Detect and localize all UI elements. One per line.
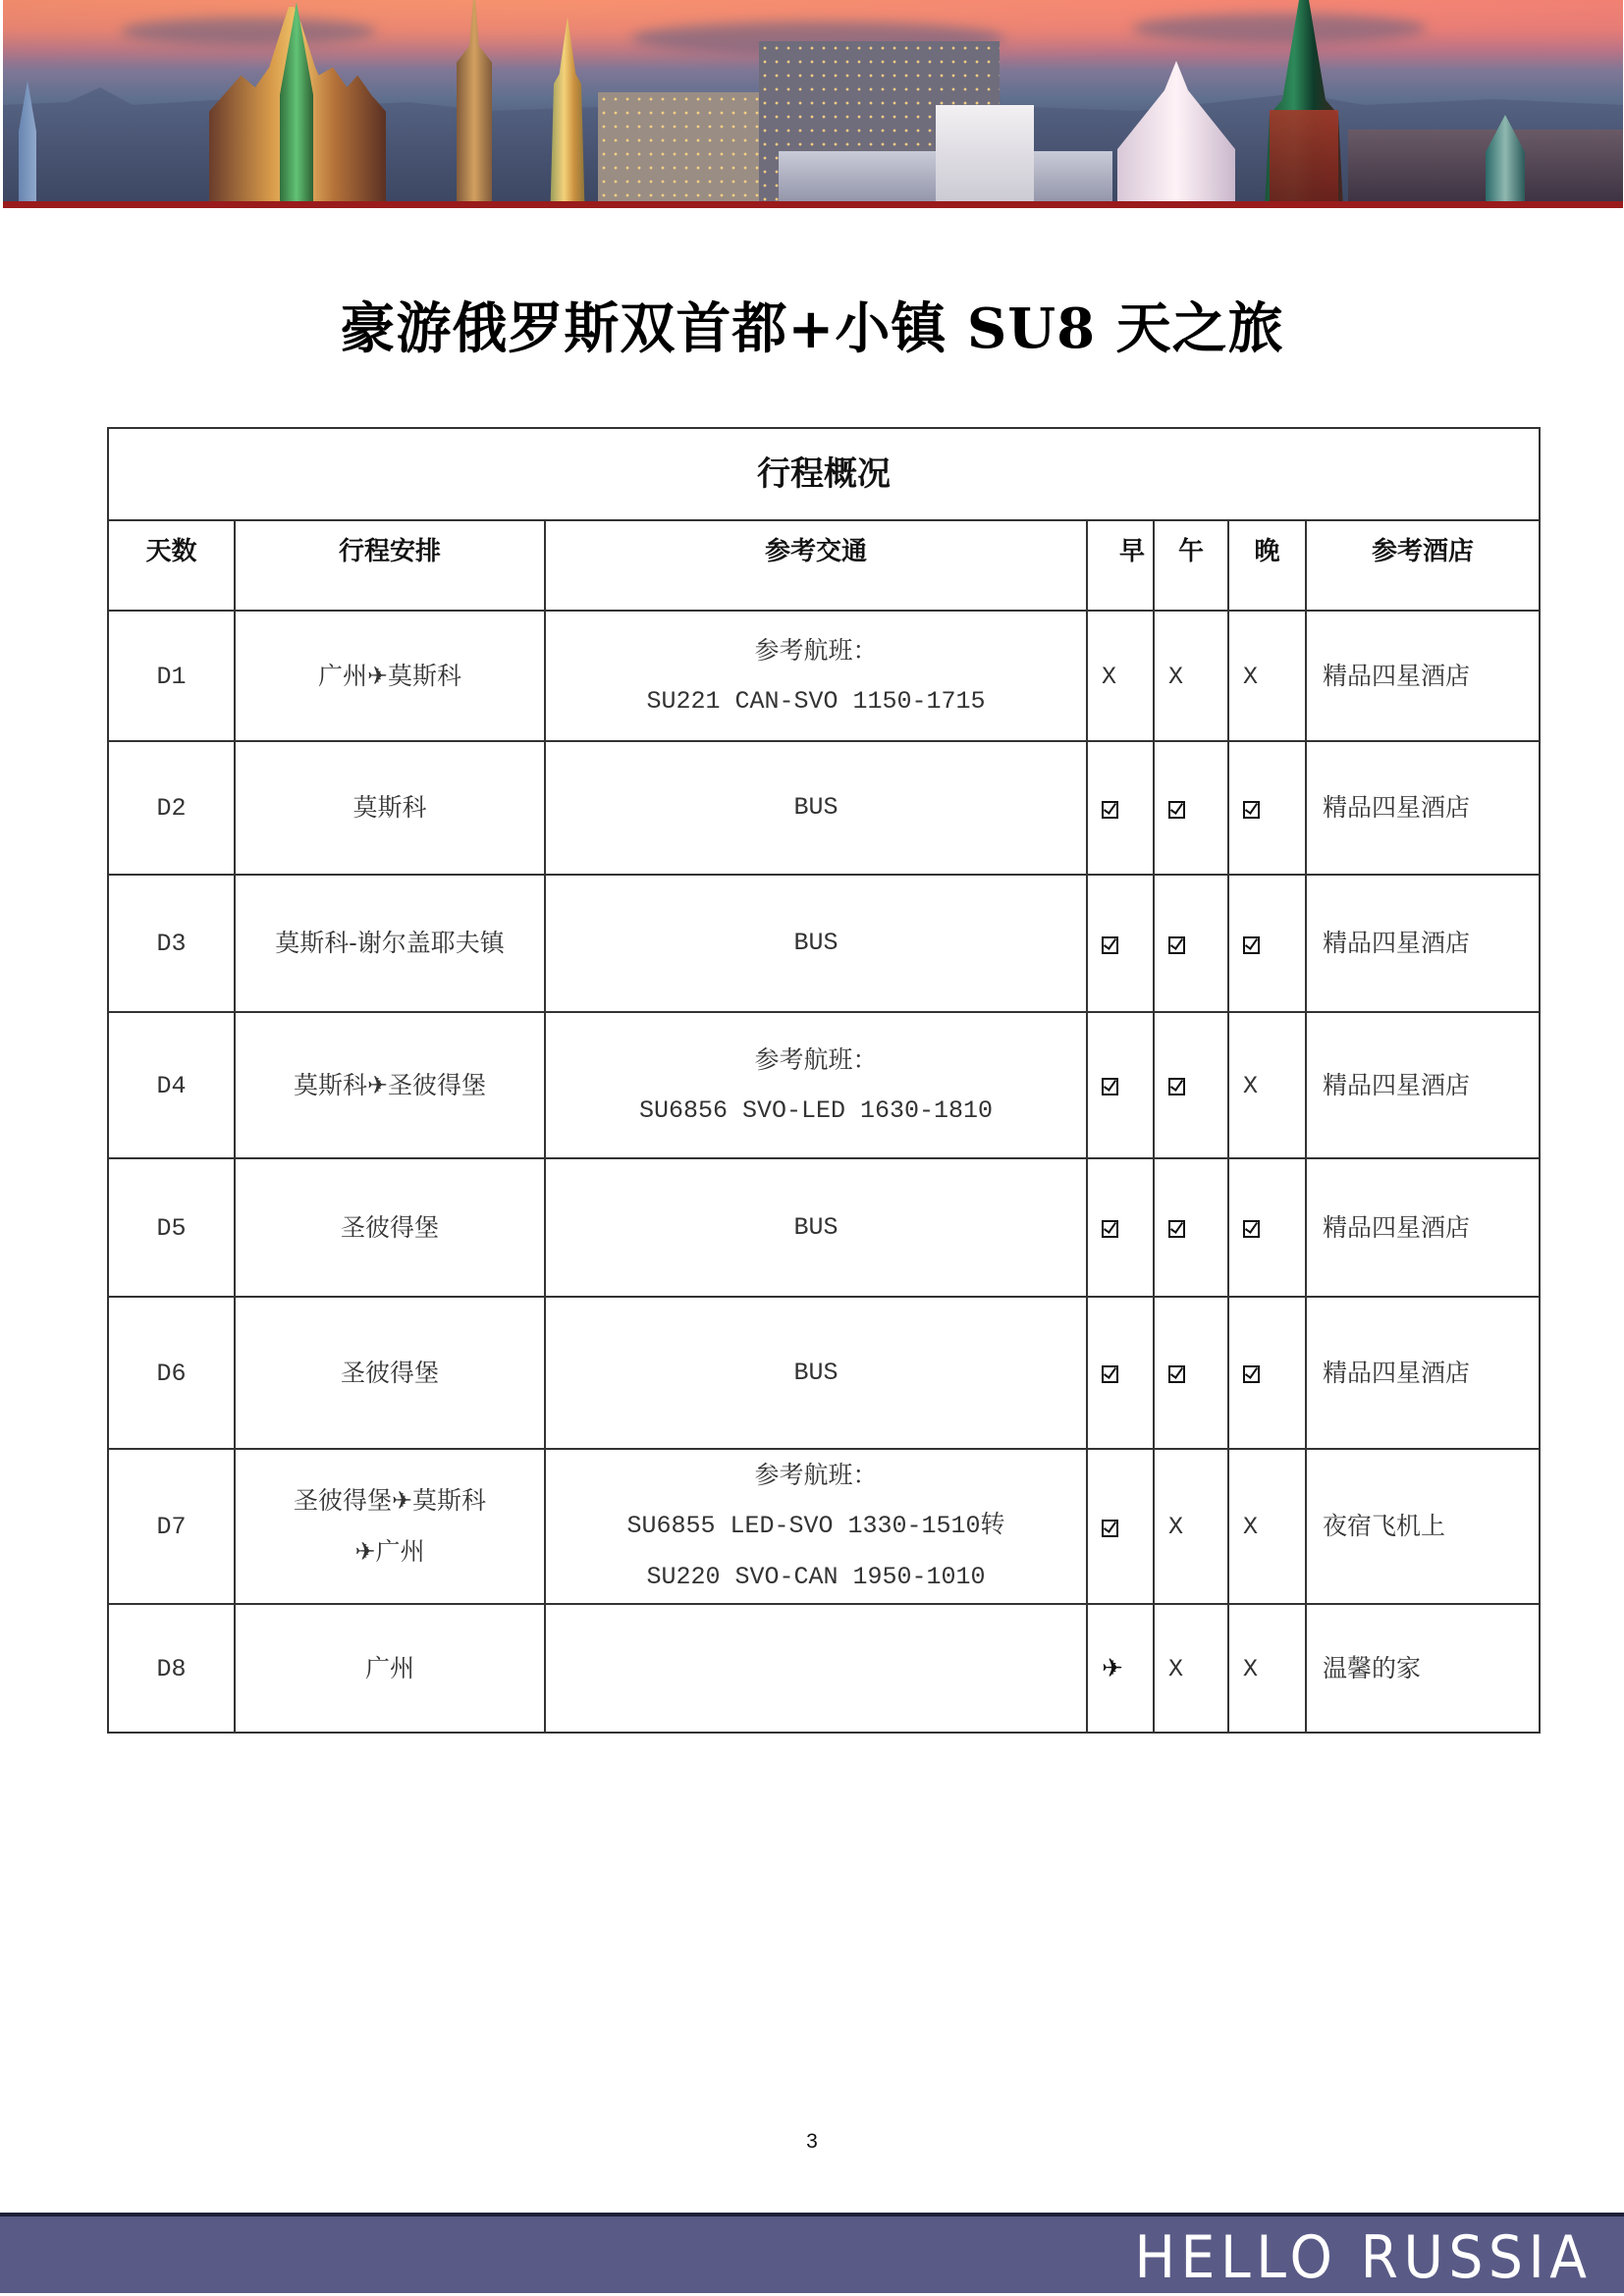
hotel-cell: 精品四星酒店 xyxy=(1306,741,1540,875)
day-label: D1 xyxy=(156,662,187,691)
transport-cell xyxy=(545,1604,1087,1733)
day-cell xyxy=(108,611,235,741)
transport-line: BUS xyxy=(793,1358,839,1387)
lunch-cell xyxy=(1154,1297,1228,1449)
header-lunch: 午 xyxy=(1154,520,1228,611)
day-cell xyxy=(108,1158,235,1297)
itinerary-line: ✈广州 xyxy=(354,1537,425,1566)
day-cell xyxy=(108,1297,235,1449)
transport-line: SU220 SVO-CAN 1950-1010 xyxy=(646,1563,986,1591)
table-row xyxy=(108,1604,1540,1733)
transport-cell xyxy=(545,1012,1087,1158)
itinerary-line: 圣彼得堡 xyxy=(340,1358,439,1387)
cloud xyxy=(121,18,376,45)
lunch-cell xyxy=(1154,1158,1228,1297)
checkbox-checked-icon xyxy=(1168,1220,1185,1238)
dinner-cell xyxy=(1228,1449,1306,1604)
dinner-cell xyxy=(1228,875,1306,1012)
checkbox-checked-icon xyxy=(1243,936,1260,954)
meal-excluded-mark: X xyxy=(1243,662,1259,691)
breakfast-cell xyxy=(1087,1297,1154,1449)
itinerary-line: 圣彼得堡 xyxy=(340,1212,439,1242)
breakfast-cell xyxy=(1087,1012,1154,1158)
meal-excluded-mark: X xyxy=(1243,1071,1259,1100)
day-cell xyxy=(108,1604,235,1733)
itinerary-cell xyxy=(235,741,545,875)
itinerary-line: 莫斯科-谢尔盖耶夫镇 xyxy=(275,929,505,957)
itinerary-line: 莫斯科✈圣彼得堡 xyxy=(294,1070,486,1099)
header-breakfast: 早 xyxy=(1087,520,1154,611)
dinner-cell xyxy=(1228,1158,1306,1297)
table-row xyxy=(108,741,1540,875)
lunch-cell xyxy=(1154,611,1228,741)
day-label: D7 xyxy=(156,1513,187,1541)
itinerary-cell xyxy=(235,1012,545,1158)
meal-excluded-mark: X xyxy=(1243,1513,1259,1541)
transport-cell xyxy=(545,1297,1087,1449)
transport-cell xyxy=(545,1158,1087,1297)
meal-excluded-mark: X xyxy=(1243,1654,1259,1683)
checkbox-checked-icon xyxy=(1102,1520,1118,1537)
dinner-cell xyxy=(1228,1297,1306,1449)
day-cell xyxy=(108,1449,235,1604)
header-transport: 参考交通 xyxy=(545,520,1087,611)
checkbox-checked-icon xyxy=(1168,1078,1185,1095)
checkbox-checked-icon xyxy=(1102,936,1118,954)
header-banner-image xyxy=(3,0,1623,208)
breakfast-cell xyxy=(1087,741,1154,875)
meal-excluded-mark: X xyxy=(1102,662,1117,691)
hotel-cell: 精品四星酒店 xyxy=(1306,875,1540,1012)
dinner-cell xyxy=(1228,1604,1306,1733)
checkbox-checked-icon xyxy=(1102,1220,1118,1238)
itinerary-line: 莫斯科 xyxy=(352,793,427,822)
white-church xyxy=(1117,61,1235,208)
breakfast-cell xyxy=(1087,1604,1154,1733)
checkbox-checked-icon xyxy=(1102,801,1118,819)
transport-line: BUS xyxy=(793,1212,839,1242)
banner-accent-line xyxy=(3,201,1623,208)
transport-cell xyxy=(545,611,1087,741)
day-label: D2 xyxy=(156,794,187,823)
table-body xyxy=(108,611,1540,1733)
table-row xyxy=(108,875,1540,1012)
dinner-cell xyxy=(1228,741,1306,875)
dinner-cell xyxy=(1228,1012,1306,1158)
hotel-cell: 精品四星酒店 xyxy=(1306,1012,1540,1158)
table-row xyxy=(108,1158,1540,1297)
hotel-cell: 温馨的家 xyxy=(1306,1604,1540,1733)
lunch-cell xyxy=(1154,875,1228,1012)
day-label: D5 xyxy=(156,1213,187,1243)
day-cell xyxy=(108,1012,235,1158)
itinerary-cell xyxy=(235,875,545,1012)
transport-cell xyxy=(545,741,1087,875)
header-itinerary: 行程安排 xyxy=(235,520,545,611)
transport-cell xyxy=(545,875,1087,1012)
itinerary-cell xyxy=(235,1604,545,1733)
footer-bar xyxy=(0,2213,1624,2293)
table-row xyxy=(108,1012,1540,1158)
checkbox-checked-icon xyxy=(1102,1365,1118,1383)
flight-label: 参考航班： xyxy=(754,1461,878,1489)
lunch-cell xyxy=(1154,1012,1228,1158)
lunch-cell xyxy=(1154,741,1228,875)
meal-excluded-mark: X xyxy=(1168,662,1184,691)
kremlin-tower-base xyxy=(1270,110,1338,208)
checkbox-checked-icon xyxy=(1102,1078,1118,1095)
flight-label: 参考航班： xyxy=(754,1044,878,1074)
itinerary-line: 广州 xyxy=(364,1653,414,1682)
itinerary-table xyxy=(107,427,1541,1734)
hotel-cell: 精品四星酒店 xyxy=(1306,1158,1540,1297)
cloud xyxy=(1132,14,1427,43)
header-hotel: 参考酒店 xyxy=(1306,520,1540,611)
table-row xyxy=(108,1297,1540,1449)
transport-line: SU221 CAN-SVO 1150-1715 xyxy=(646,686,986,716)
lunch-cell xyxy=(1154,1604,1228,1733)
table-row xyxy=(108,611,1540,741)
day-cell xyxy=(108,741,235,875)
day-label: D6 xyxy=(156,1359,187,1388)
breakfast-cell xyxy=(1087,611,1154,741)
checkbox-checked-icon xyxy=(1243,1365,1260,1383)
theatre-tower xyxy=(936,105,1034,208)
itinerary-cell xyxy=(235,1449,545,1604)
header-day: 天数 xyxy=(108,520,235,611)
checkbox-checked-icon xyxy=(1168,1365,1185,1383)
itinerary-line: 广州✈莫斯科 xyxy=(318,661,461,690)
day-label: D4 xyxy=(156,1071,187,1100)
footer-brand: HELLO RUSSIA xyxy=(1134,2223,1593,2292)
transport-cell xyxy=(545,1449,1087,1604)
day-cell xyxy=(108,875,235,1012)
transport-line: SU6855 LED-SVO 1330-1510转 xyxy=(626,1512,1005,1540)
hotel-cell: 精品四星酒店 xyxy=(1306,1297,1540,1449)
checkbox-checked-icon xyxy=(1243,801,1260,819)
dinner-cell xyxy=(1228,611,1306,741)
itinerary-cell xyxy=(235,1297,545,1449)
page-number: 3 xyxy=(806,2130,818,2153)
transport-line: BUS xyxy=(793,793,839,822)
airplane-icon: ✈ xyxy=(1102,1653,1123,1683)
breakfast-cell xyxy=(1087,1158,1154,1297)
table-header-row xyxy=(108,520,1540,611)
transport-line: SU6856 SVO-LED 1630-1810 xyxy=(638,1095,994,1125)
breakfast-cell xyxy=(1087,1449,1154,1604)
checkbox-checked-icon xyxy=(1168,936,1185,954)
meal-excluded-mark: X xyxy=(1168,1654,1184,1683)
day-label: D8 xyxy=(156,1654,187,1683)
checkbox-checked-icon xyxy=(1243,1220,1260,1238)
itinerary-cell xyxy=(235,611,545,741)
itinerary-line: 圣彼得堡✈莫斯科 xyxy=(294,1486,486,1515)
flight-label: 参考航班： xyxy=(754,635,878,665)
table-caption-row xyxy=(108,428,1540,520)
lunch-cell xyxy=(1154,1449,1228,1604)
header-dinner: 晚 xyxy=(1228,520,1306,611)
breakfast-cell xyxy=(1087,875,1154,1012)
hotel-cell: 夜宿飞机上 xyxy=(1306,1449,1540,1604)
meal-excluded-mark: X xyxy=(1168,1513,1184,1541)
day-label: D3 xyxy=(156,930,187,958)
table-row xyxy=(108,1449,1540,1604)
page-title: 豪游俄罗斯双首都+小镇 SU8 天之旅 xyxy=(340,295,1284,361)
transport-line: BUS xyxy=(793,929,839,957)
checkbox-checked-icon xyxy=(1168,801,1185,819)
hotel-cell: 精品四星酒店 xyxy=(1306,611,1540,741)
itinerary-cell xyxy=(235,1158,545,1297)
table-caption: 行程概况 xyxy=(108,428,1540,520)
